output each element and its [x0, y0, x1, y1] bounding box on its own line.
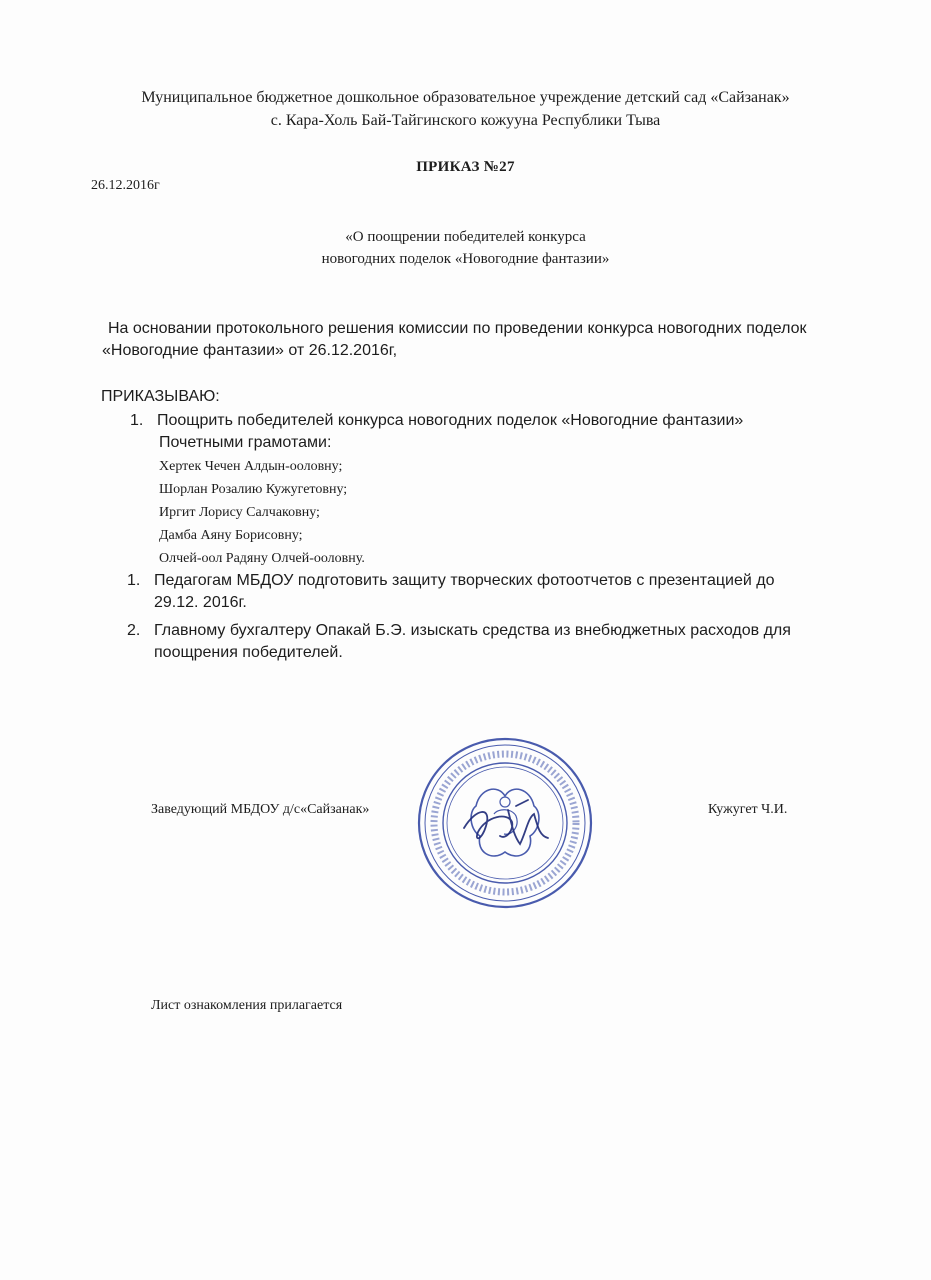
- official-stamp: [416, 736, 594, 910]
- list-item-number: 1.: [127, 572, 141, 589]
- list-item-text-continued: 29.12. 2016г.: [154, 594, 247, 611]
- order-subject-line2: новогодних поделок «Новогодние фантазии»: [321, 251, 610, 267]
- stamp-seal-icon: [416, 736, 594, 910]
- order-title: ПРИКАЗ №27: [416, 159, 515, 175]
- basis-line1: На основании протокольного решения комиссии по проведении конкурса новогодних поделок: [108, 320, 807, 337]
- list-item-text-continued: Почетными грамотами:: [159, 434, 332, 451]
- list-item-text: Поощрить победителей конкурса новогодних поделок «Новогодние фантазии»: [157, 412, 744, 429]
- institution-location: с. Кара-Холь Бай-Тайгинского кожууна Республики Тыва: [270, 112, 661, 129]
- signatory-position: Заведующий МБДОУ д/с«Сайзанак»: [151, 802, 370, 817]
- awardee-name: Иргит Лорису Салчаковну;: [159, 505, 320, 520]
- list-item-number: 1.: [130, 412, 144, 429]
- awardee-name: Олчей-оол Радяну Олчей-ооловну.: [159, 551, 365, 566]
- order-directive-heading: ПРИКАЗЫВАЮ:: [101, 388, 220, 405]
- list-item-text: Главному бухгалтеру Опакай Б.Э. изыскать средства из внебюджетных расходов для: [154, 622, 791, 639]
- list-item-2: [127, 570, 847, 616]
- basis-line2: «Новогодние фантазии» от 26.12.2016г,: [102, 342, 398, 359]
- list-item-text-continued: поощрения победителей.: [154, 644, 343, 661]
- signatory-name: Кужугет Ч.И.: [708, 802, 788, 817]
- list-item-1: [130, 410, 830, 456]
- awardees-list: [159, 455, 365, 570]
- awardee-name: Дамба Аяну Борисовну;: [159, 528, 303, 543]
- awardee-name: Хертек Чечен Алдын-ооловну;: [159, 459, 343, 474]
- attachment-note: Лист ознакомления прилагается: [151, 998, 343, 1013]
- institution-name: Муниципальное бюджетное дошкольное образовательное учреждение детский сад «Сайзанак»: [141, 89, 790, 106]
- list-item-number: 2.: [127, 622, 141, 639]
- list-item-text: Педагогам МБДОУ подготовить защиту творческих фотоотчетов с презентацией до: [154, 572, 775, 589]
- awardee-name: Шорлан Розалию Кужугетовну;: [159, 482, 348, 497]
- list-item-3: [127, 620, 847, 666]
- order-date: 26.12.2016г: [91, 178, 160, 193]
- order-subject-line1: «О поощрении победителей конкурса: [345, 229, 586, 245]
